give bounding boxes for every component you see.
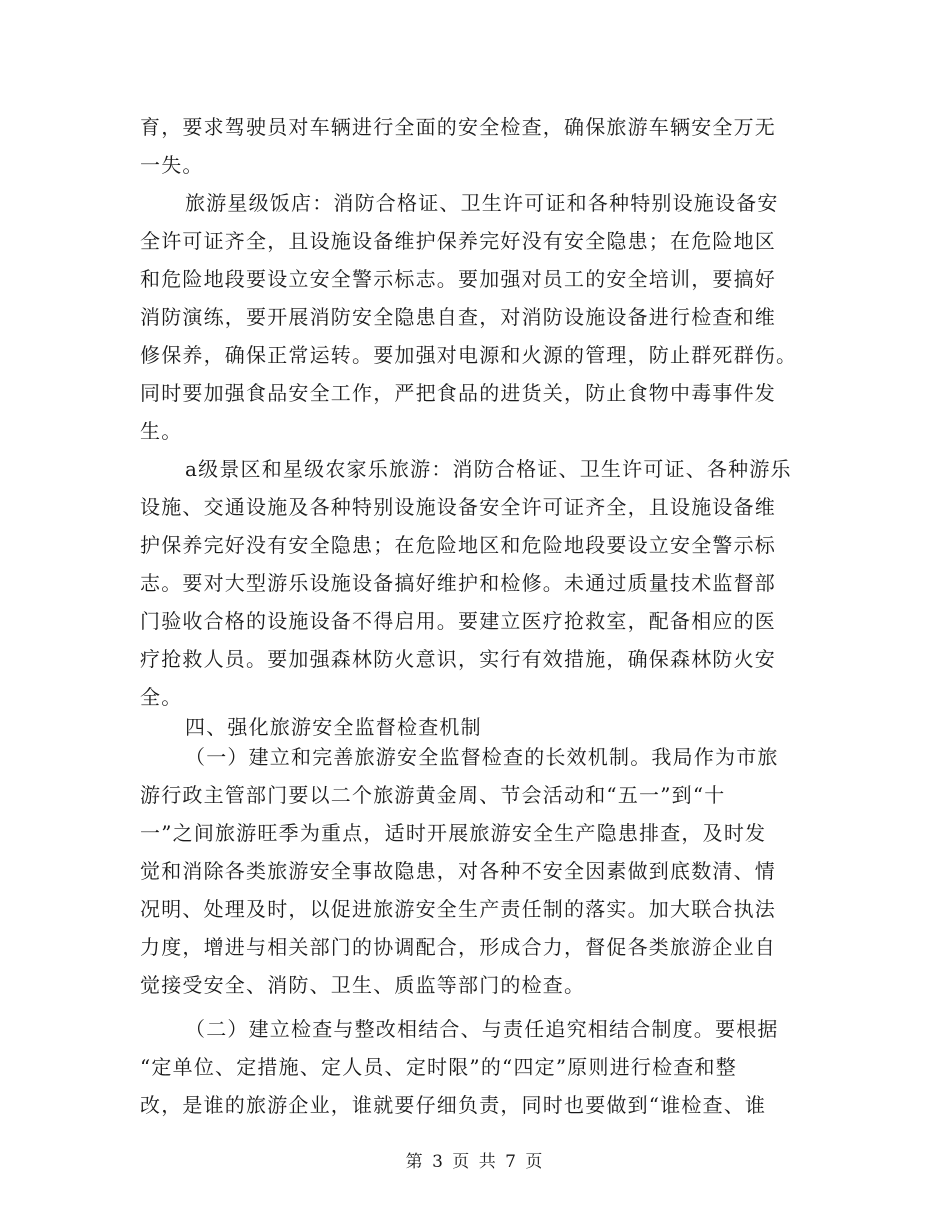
text-line: 全。	[140, 685, 183, 709]
text-line: 游行政主管部门要以二个旅游黄金周、节会活动和“五一”到“十	[140, 783, 726, 807]
text-line: 觉和消除各类旅游安全事故隐患，对各种不安全因素做到底数清、情	[140, 859, 776, 883]
text-line: （一）建立和完善旅游安全监督检查的长效机制。我局作为市旅	[185, 745, 779, 769]
text-line: a级景区和星级农家乐旅游：消防合格证、卫生许可证、各种游乐	[185, 457, 792, 481]
text-line: 疗抢救人员。要加强森林防火意识，实行有效措施，确保森林防火安	[140, 647, 776, 671]
text-line: 力度，增进与相关部门的协调配合，形成合力，督促各类旅游企业自	[140, 935, 776, 959]
text-line: 全许可证齐全，且设施设备维护保养完好没有安全隐患；在危险地区	[140, 229, 776, 253]
text-line: 旅游星级饭店：消防合格证、卫生许可证和各种特别设施设备安	[185, 191, 779, 215]
text-line: 觉接受安全、消防、卫生、质监等部门的检查。	[140, 973, 586, 997]
text-line: 同时要加强食品安全工作，严把食品的进货关，防止食物中毒事件发	[140, 381, 776, 405]
text-line: 一失。	[140, 153, 204, 177]
text-line: 和危险地段要设立安全警示标志。要加强对员工的安全培训，要搞好	[140, 267, 776, 291]
text-line: 改，是谁的旅游企业，谁就要仔细负责，同时也要做到“谁检查、谁	[140, 1093, 767, 1117]
text-line: 门验收合格的设施设备不得启用。要建立医疗抢救室，配备相应的医	[140, 609, 776, 633]
section-heading: 四、强化旅游安全监督检查机制	[185, 715, 482, 739]
text-line: 护保养完好没有安全隐患；在危险地区和危险地段要设立安全警示标	[140, 533, 776, 557]
text-line: 生。	[140, 419, 183, 443]
text-line: 况明、处理及时，以促进旅游安全生产责任制的落实。加大联合执法	[140, 897, 776, 921]
page-number-footer: 第 3 页 共 7 页	[405, 1152, 545, 1172]
text-line: 消防演练，要开展消防安全隐患自查，对消防设施设备进行检查和维	[140, 305, 776, 329]
text-line: 育，要求驾驶员对车辆进行全面的安全检查，确保旅游车辆安全万无	[140, 115, 776, 139]
text-line: 一”之间旅游旺季为重点，适时开展旅游安全生产隐患排查，及时发	[140, 821, 767, 845]
text-line: “定单位、定措施、定人员、定时限”的“四定”原则进行检查和整	[140, 1055, 737, 1079]
text-line: 设施、交通设施及各种特别设施设备安全许可证齐全，且设施设备维	[140, 495, 776, 519]
text-line: 志。要对大型游乐设施设备搞好维护和检修。未通过质量技术监督部	[140, 571, 776, 595]
text-line: （二）建立检查与整改相结合、与责任追究相结合制度。要根据	[185, 1017, 779, 1041]
text-line: 修保养，确保正常运转。要加强对电源和火源的管理，防止群死群伤。	[140, 343, 798, 367]
